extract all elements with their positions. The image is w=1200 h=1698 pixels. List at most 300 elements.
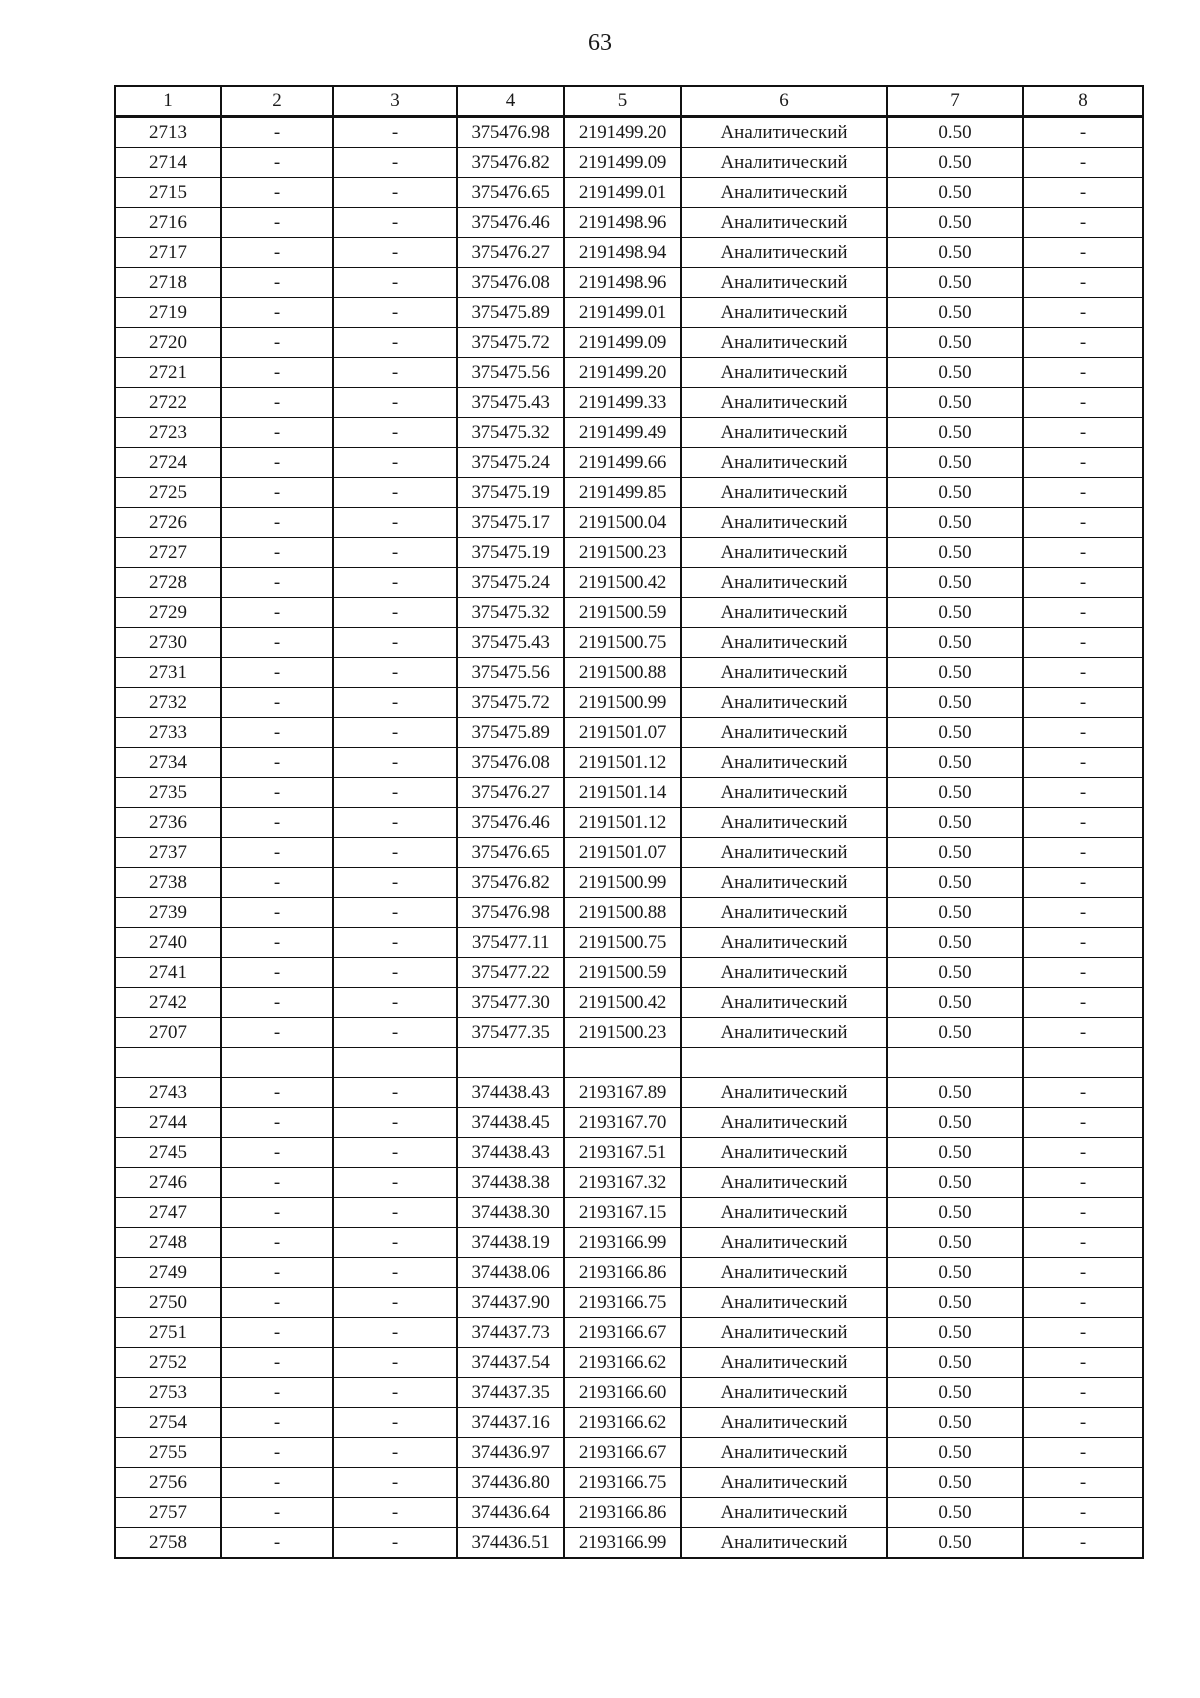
- table-cell: 375475.43: [457, 628, 564, 658]
- table-cell: 2732: [115, 688, 221, 718]
- table-cell: [564, 1048, 681, 1078]
- table-cell: 0.50: [887, 1138, 1023, 1168]
- table-cell: Аналитический: [681, 538, 887, 568]
- table-row: [115, 298, 1143, 328]
- table-cell: Аналитический: [681, 1198, 887, 1228]
- table-row: [115, 568, 1143, 598]
- table-cell: 2193166.67: [564, 1438, 681, 1468]
- table-cell: 0.50: [887, 178, 1023, 208]
- table-cell: Аналитический: [681, 718, 887, 748]
- table-cell: -: [1023, 1498, 1143, 1528]
- table-cell: 0.50: [887, 748, 1023, 778]
- table-cell: 2748: [115, 1228, 221, 1258]
- table-cell: 375476.98: [457, 898, 564, 928]
- table-cell: 375477.22: [457, 958, 564, 988]
- table-cell: -: [1023, 1018, 1143, 1048]
- table-cell: -: [221, 1108, 333, 1138]
- table-row: [115, 1528, 1143, 1559]
- table-cell: 2191499.20: [564, 117, 681, 148]
- table-cell: 375476.46: [457, 208, 564, 238]
- table-cell: 2728: [115, 568, 221, 598]
- column-header: 1: [115, 86, 221, 117]
- table-cell: 2193166.60: [564, 1378, 681, 1408]
- table-row: [115, 448, 1143, 478]
- table-cell: 2722: [115, 388, 221, 418]
- table-cell: 2191501.12: [564, 808, 681, 838]
- table-cell: -: [221, 358, 333, 388]
- table-cell: 2738: [115, 868, 221, 898]
- table-cell: 375475.24: [457, 448, 564, 478]
- table-cell: 375477.11: [457, 928, 564, 958]
- table-cell: Аналитический: [681, 688, 887, 718]
- table-row: [115, 1378, 1143, 1408]
- table-cell: 375476.65: [457, 178, 564, 208]
- table-row: [115, 928, 1143, 958]
- table-row: [115, 117, 1143, 148]
- table-row: [115, 1078, 1143, 1108]
- table-cell: -: [221, 448, 333, 478]
- table-cell: -: [221, 958, 333, 988]
- table-cell: 0.50: [887, 628, 1023, 658]
- table-cell: 2740: [115, 928, 221, 958]
- table-cell: 2730: [115, 628, 221, 658]
- table-cell: Аналитический: [681, 1318, 887, 1348]
- table-cell: -: [1023, 418, 1143, 448]
- table-cell: 0.50: [887, 868, 1023, 898]
- table-cell: 2758: [115, 1528, 221, 1559]
- table-cell: 375475.56: [457, 658, 564, 688]
- table-cell: 2191500.42: [564, 988, 681, 1018]
- table-cell: 2193167.51: [564, 1138, 681, 1168]
- table-cell: Аналитический: [681, 178, 887, 208]
- table-cell: -: [221, 148, 333, 178]
- table-cell: Аналитический: [681, 988, 887, 1018]
- table-cell: 0.50: [887, 838, 1023, 868]
- table-cell: 2191499.20: [564, 358, 681, 388]
- table-cell: -: [1023, 1318, 1143, 1348]
- table-cell: 0.50: [887, 1468, 1023, 1498]
- table-row: [115, 628, 1143, 658]
- table-cell: -: [1023, 1078, 1143, 1108]
- table-row: [115, 1018, 1143, 1048]
- table-cell: 2735: [115, 778, 221, 808]
- table-cell: 374436.51: [457, 1528, 564, 1559]
- column-header: 8: [1023, 86, 1143, 117]
- table-cell: 2191499.01: [564, 178, 681, 208]
- table-cell: -: [221, 1318, 333, 1348]
- table-cell: -: [1023, 328, 1143, 358]
- table-cell: 2191500.88: [564, 898, 681, 928]
- table-cell: -: [333, 268, 457, 298]
- table-cell: -: [1023, 988, 1143, 1018]
- table-cell: -: [1023, 898, 1143, 928]
- table-cell: 2193166.86: [564, 1258, 681, 1288]
- table-cell: 375476.08: [457, 268, 564, 298]
- table-row: [115, 1168, 1143, 1198]
- table-cell: -: [333, 388, 457, 418]
- table-row: [115, 688, 1143, 718]
- table-cell: 0.50: [887, 208, 1023, 238]
- table-row: [115, 508, 1143, 538]
- table-cell: -: [1023, 1378, 1143, 1408]
- table-cell: -: [1023, 1408, 1143, 1438]
- table-cell: Аналитический: [681, 388, 887, 418]
- table-cell: 2707: [115, 1018, 221, 1048]
- table-row: [115, 1228, 1143, 1258]
- column-header: 2: [221, 86, 333, 117]
- table-cell: [681, 1048, 887, 1078]
- table-cell: 0.50: [887, 928, 1023, 958]
- table-cell: Аналитический: [681, 1498, 887, 1528]
- table-cell: 2191499.49: [564, 418, 681, 448]
- table-row: [115, 808, 1143, 838]
- table-cell: 2191500.23: [564, 538, 681, 568]
- table-cell: 374437.35: [457, 1378, 564, 1408]
- table-cell: Аналитический: [681, 958, 887, 988]
- table-cell: [887, 1048, 1023, 1078]
- table-cell: -: [1023, 208, 1143, 238]
- table-cell: -: [221, 238, 333, 268]
- table-cell: -: [1023, 658, 1143, 688]
- table-gap-row: [115, 1048, 1143, 1078]
- table-cell: 0.50: [887, 1498, 1023, 1528]
- table-row: [115, 898, 1143, 928]
- table-cell: -: [221, 928, 333, 958]
- table-cell: 0.50: [887, 688, 1023, 718]
- table-cell: 375475.19: [457, 538, 564, 568]
- table-cell: -: [221, 598, 333, 628]
- table-cell: -: [333, 988, 457, 1018]
- table-cell: -: [333, 1318, 457, 1348]
- table-cell: 0.50: [887, 268, 1023, 298]
- table-cell: -: [333, 598, 457, 628]
- table-cell: 2725: [115, 478, 221, 508]
- table-cell: [1023, 1048, 1143, 1078]
- table-cell: -: [1023, 388, 1143, 418]
- table-cell: -: [333, 117, 457, 148]
- table-cell: -: [1023, 478, 1143, 508]
- table-cell: 2736: [115, 808, 221, 838]
- table-cell: -: [333, 1018, 457, 1048]
- table-cell: 2193166.75: [564, 1468, 681, 1498]
- column-header: 7: [887, 86, 1023, 117]
- table-cell: -: [1023, 178, 1143, 208]
- table-row: [115, 238, 1143, 268]
- table-cell: 0.50: [887, 1228, 1023, 1258]
- table-row: [115, 208, 1143, 238]
- table-cell: 2193166.62: [564, 1408, 681, 1438]
- table-cell: 0.50: [887, 508, 1023, 538]
- table-cell: -: [221, 1198, 333, 1228]
- table-cell: 2191499.85: [564, 478, 681, 508]
- table-cell: 2191500.59: [564, 598, 681, 628]
- table-cell: -: [1023, 718, 1143, 748]
- table-cell: 2733: [115, 718, 221, 748]
- table-cell: -: [333, 658, 457, 688]
- table-cell: 2741: [115, 958, 221, 988]
- table-cell: 0.50: [887, 238, 1023, 268]
- table-cell: -: [221, 1018, 333, 1048]
- table-cell: Аналитический: [681, 1138, 887, 1168]
- table-row: [115, 988, 1143, 1018]
- table-cell: 0.50: [887, 148, 1023, 178]
- table-cell: 2755: [115, 1438, 221, 1468]
- table-cell: -: [221, 388, 333, 418]
- table-header-row: [115, 86, 1143, 117]
- table-row: [115, 1408, 1143, 1438]
- table-cell: 0.50: [887, 1168, 1023, 1198]
- table-cell: 2757: [115, 1498, 221, 1528]
- table-cell: -: [333, 1378, 457, 1408]
- table-row: [115, 148, 1143, 178]
- table-cell: -: [221, 1348, 333, 1378]
- table-cell: -: [333, 178, 457, 208]
- table-cell: 2193166.99: [564, 1228, 681, 1258]
- table-cell: 375476.08: [457, 748, 564, 778]
- table-cell: 2749: [115, 1258, 221, 1288]
- table-cell: Аналитический: [681, 1438, 887, 1468]
- table-cell: Аналитический: [681, 358, 887, 388]
- table-cell: Аналитический: [681, 808, 887, 838]
- table-cell: Аналитический: [681, 1018, 887, 1048]
- table-cell: 2193167.32: [564, 1168, 681, 1198]
- page-number: 63: [588, 30, 612, 56]
- table-cell: 0.50: [887, 1378, 1023, 1408]
- table-cell: -: [1023, 508, 1143, 538]
- table-cell: 2729: [115, 598, 221, 628]
- table-row: [115, 358, 1143, 388]
- table-row: [115, 1318, 1143, 1348]
- coordinates-table: [114, 85, 1144, 1559]
- table-cell: 2756: [115, 1468, 221, 1498]
- table-cell: -: [333, 688, 457, 718]
- table-cell: 375475.89: [457, 718, 564, 748]
- table-cell: -: [333, 718, 457, 748]
- table-cell: Аналитический: [681, 868, 887, 898]
- table-cell: 2191501.14: [564, 778, 681, 808]
- table-cell: Аналитический: [681, 1288, 887, 1318]
- table-cell: 0.50: [887, 1318, 1023, 1348]
- table-cell: 375475.32: [457, 598, 564, 628]
- table-cell: 2747: [115, 1198, 221, 1228]
- table-row: [115, 658, 1143, 688]
- table-cell: -: [221, 568, 333, 598]
- table-cell: Аналитический: [681, 238, 887, 268]
- table-row: [115, 268, 1143, 298]
- table-cell: 2191499.66: [564, 448, 681, 478]
- table-cell: -: [221, 1408, 333, 1438]
- table-cell: -: [1023, 238, 1143, 268]
- table-cell: 2191500.42: [564, 568, 681, 598]
- table-cell: 2717: [115, 238, 221, 268]
- table-cell: 2719: [115, 298, 221, 328]
- table-row: [115, 478, 1143, 508]
- table-cell: -: [333, 1108, 457, 1138]
- table-cell: 2191500.75: [564, 628, 681, 658]
- table-cell: -: [221, 1288, 333, 1318]
- table-cell: 2716: [115, 208, 221, 238]
- table-cell: 0.50: [887, 298, 1023, 328]
- table-cell: 2718: [115, 268, 221, 298]
- table-cell: Аналитический: [681, 1258, 887, 1288]
- table-cell: 0.50: [887, 1288, 1023, 1318]
- table-cell: -: [221, 1138, 333, 1168]
- table-cell: -: [221, 898, 333, 928]
- table-cell: 2745: [115, 1138, 221, 1168]
- table-cell: -: [1023, 268, 1143, 298]
- table-cell: 375475.19: [457, 478, 564, 508]
- table-cell: 2721: [115, 358, 221, 388]
- table-cell: -: [333, 208, 457, 238]
- table-cell: Аналитический: [681, 508, 887, 538]
- table-cell: -: [221, 117, 333, 148]
- table-cell: 2191501.07: [564, 718, 681, 748]
- table-cell: 374436.64: [457, 1498, 564, 1528]
- table-cell: -: [333, 478, 457, 508]
- table-cell: -: [1023, 117, 1143, 148]
- table-row: [115, 1438, 1143, 1468]
- table-cell: 0.50: [887, 1108, 1023, 1138]
- table-row: [115, 388, 1143, 418]
- table-cell: -: [1023, 1168, 1143, 1198]
- table-cell: 375475.72: [457, 328, 564, 358]
- table-cell: -: [333, 538, 457, 568]
- table-cell: 2191499.09: [564, 148, 681, 178]
- table-cell: 2191498.94: [564, 238, 681, 268]
- table-cell: 374438.30: [457, 1198, 564, 1228]
- table-cell: -: [1023, 1528, 1143, 1559]
- table-row: [115, 838, 1143, 868]
- table-cell: -: [221, 538, 333, 568]
- table-row: [115, 958, 1143, 988]
- table-cell: -: [221, 1168, 333, 1198]
- table-cell: 2191500.88: [564, 658, 681, 688]
- table-row: [115, 538, 1143, 568]
- table-cell: -: [1023, 1288, 1143, 1318]
- column-header: 4: [457, 86, 564, 117]
- table-cell: 2191500.75: [564, 928, 681, 958]
- table-cell: -: [333, 1498, 457, 1528]
- table-cell: 2191500.04: [564, 508, 681, 538]
- table-cell: [333, 1048, 457, 1078]
- table-cell: 0.50: [887, 1438, 1023, 1468]
- table-cell: 0.50: [887, 1078, 1023, 1108]
- table-cell: 375476.98: [457, 117, 564, 148]
- table-cell: 2746: [115, 1168, 221, 1198]
- table-cell: 2734: [115, 748, 221, 778]
- table-cell: 375475.43: [457, 388, 564, 418]
- table-cell: -: [221, 838, 333, 868]
- column-header: 3: [333, 86, 457, 117]
- table-cell: -: [333, 418, 457, 448]
- table-cell: -: [1023, 958, 1143, 988]
- table-row: [115, 1288, 1143, 1318]
- table-row: [115, 328, 1143, 358]
- table-cell: [457, 1048, 564, 1078]
- table-cell: -: [333, 1198, 457, 1228]
- table-cell: 374438.43: [457, 1078, 564, 1108]
- table-cell: -: [221, 778, 333, 808]
- table-cell: 2744: [115, 1108, 221, 1138]
- table-cell: -: [333, 1168, 457, 1198]
- table-cell: -: [1023, 628, 1143, 658]
- table-cell: 374438.38: [457, 1168, 564, 1198]
- table-cell: 2193166.67: [564, 1318, 681, 1348]
- table-cell: -: [1023, 1108, 1143, 1138]
- table-cell: 2191498.96: [564, 208, 681, 238]
- table-cell: Аналитический: [681, 658, 887, 688]
- table-cell: -: [333, 628, 457, 658]
- table-cell: 375475.56: [457, 358, 564, 388]
- table-cell: 2739: [115, 898, 221, 928]
- table-cell: Аналитический: [681, 1468, 887, 1498]
- table-cell: Аналитический: [681, 838, 887, 868]
- table-cell: -: [1023, 778, 1143, 808]
- table-cell: Аналитический: [681, 478, 887, 508]
- table-cell: 375476.46: [457, 808, 564, 838]
- table-row: [115, 598, 1143, 628]
- table-cell: -: [1023, 1228, 1143, 1258]
- table-cell: Аналитический: [681, 1078, 887, 1108]
- table-cell: -: [333, 958, 457, 988]
- table-cell: -: [221, 268, 333, 298]
- table-cell: 374436.97: [457, 1438, 564, 1468]
- table-cell: -: [221, 1498, 333, 1528]
- table-cell: Аналитический: [681, 418, 887, 448]
- table-cell: -: [333, 448, 457, 478]
- table-cell: Аналитический: [681, 628, 887, 658]
- table-row: [115, 178, 1143, 208]
- table-cell: -: [221, 1438, 333, 1468]
- table-cell: -: [1023, 1138, 1143, 1168]
- table-cell: Аналитический: [681, 268, 887, 298]
- table-cell: -: [333, 898, 457, 928]
- table-cell: 375475.24: [457, 568, 564, 598]
- table-cell: -: [1023, 448, 1143, 478]
- table-cell: -: [333, 298, 457, 328]
- table-row: [115, 1138, 1143, 1168]
- table-cell: 2726: [115, 508, 221, 538]
- table-cell: -: [221, 1528, 333, 1559]
- table-cell: Аналитический: [681, 1408, 887, 1438]
- table-cell: -: [333, 508, 457, 538]
- table-cell: 375476.82: [457, 148, 564, 178]
- table-cell: 374438.43: [457, 1138, 564, 1168]
- table-cell: [115, 1048, 221, 1078]
- table-cell: 0.50: [887, 1348, 1023, 1378]
- table-cell: 0.50: [887, 1528, 1023, 1559]
- table-cell: -: [221, 808, 333, 838]
- table-cell: 375475.72: [457, 688, 564, 718]
- table-cell: -: [221, 298, 333, 328]
- table-cell: Аналитический: [681, 568, 887, 598]
- table-cell: 0.50: [887, 448, 1023, 478]
- table-cell: 2723: [115, 418, 221, 448]
- column-header: 6: [681, 86, 887, 117]
- table-cell: Аналитический: [681, 298, 887, 328]
- table-cell: 0.50: [887, 718, 1023, 748]
- table-cell: -: [221, 988, 333, 1018]
- table-cell: 2193167.89: [564, 1078, 681, 1108]
- table-cell: 0.50: [887, 478, 1023, 508]
- table-cell: -: [1023, 538, 1143, 568]
- table-cell: 2191500.99: [564, 688, 681, 718]
- table-cell: 374437.73: [457, 1318, 564, 1348]
- table-cell: Аналитический: [681, 778, 887, 808]
- table-cell: 2191499.09: [564, 328, 681, 358]
- table-cell: -: [333, 1438, 457, 1468]
- table-cell: 375477.30: [457, 988, 564, 1018]
